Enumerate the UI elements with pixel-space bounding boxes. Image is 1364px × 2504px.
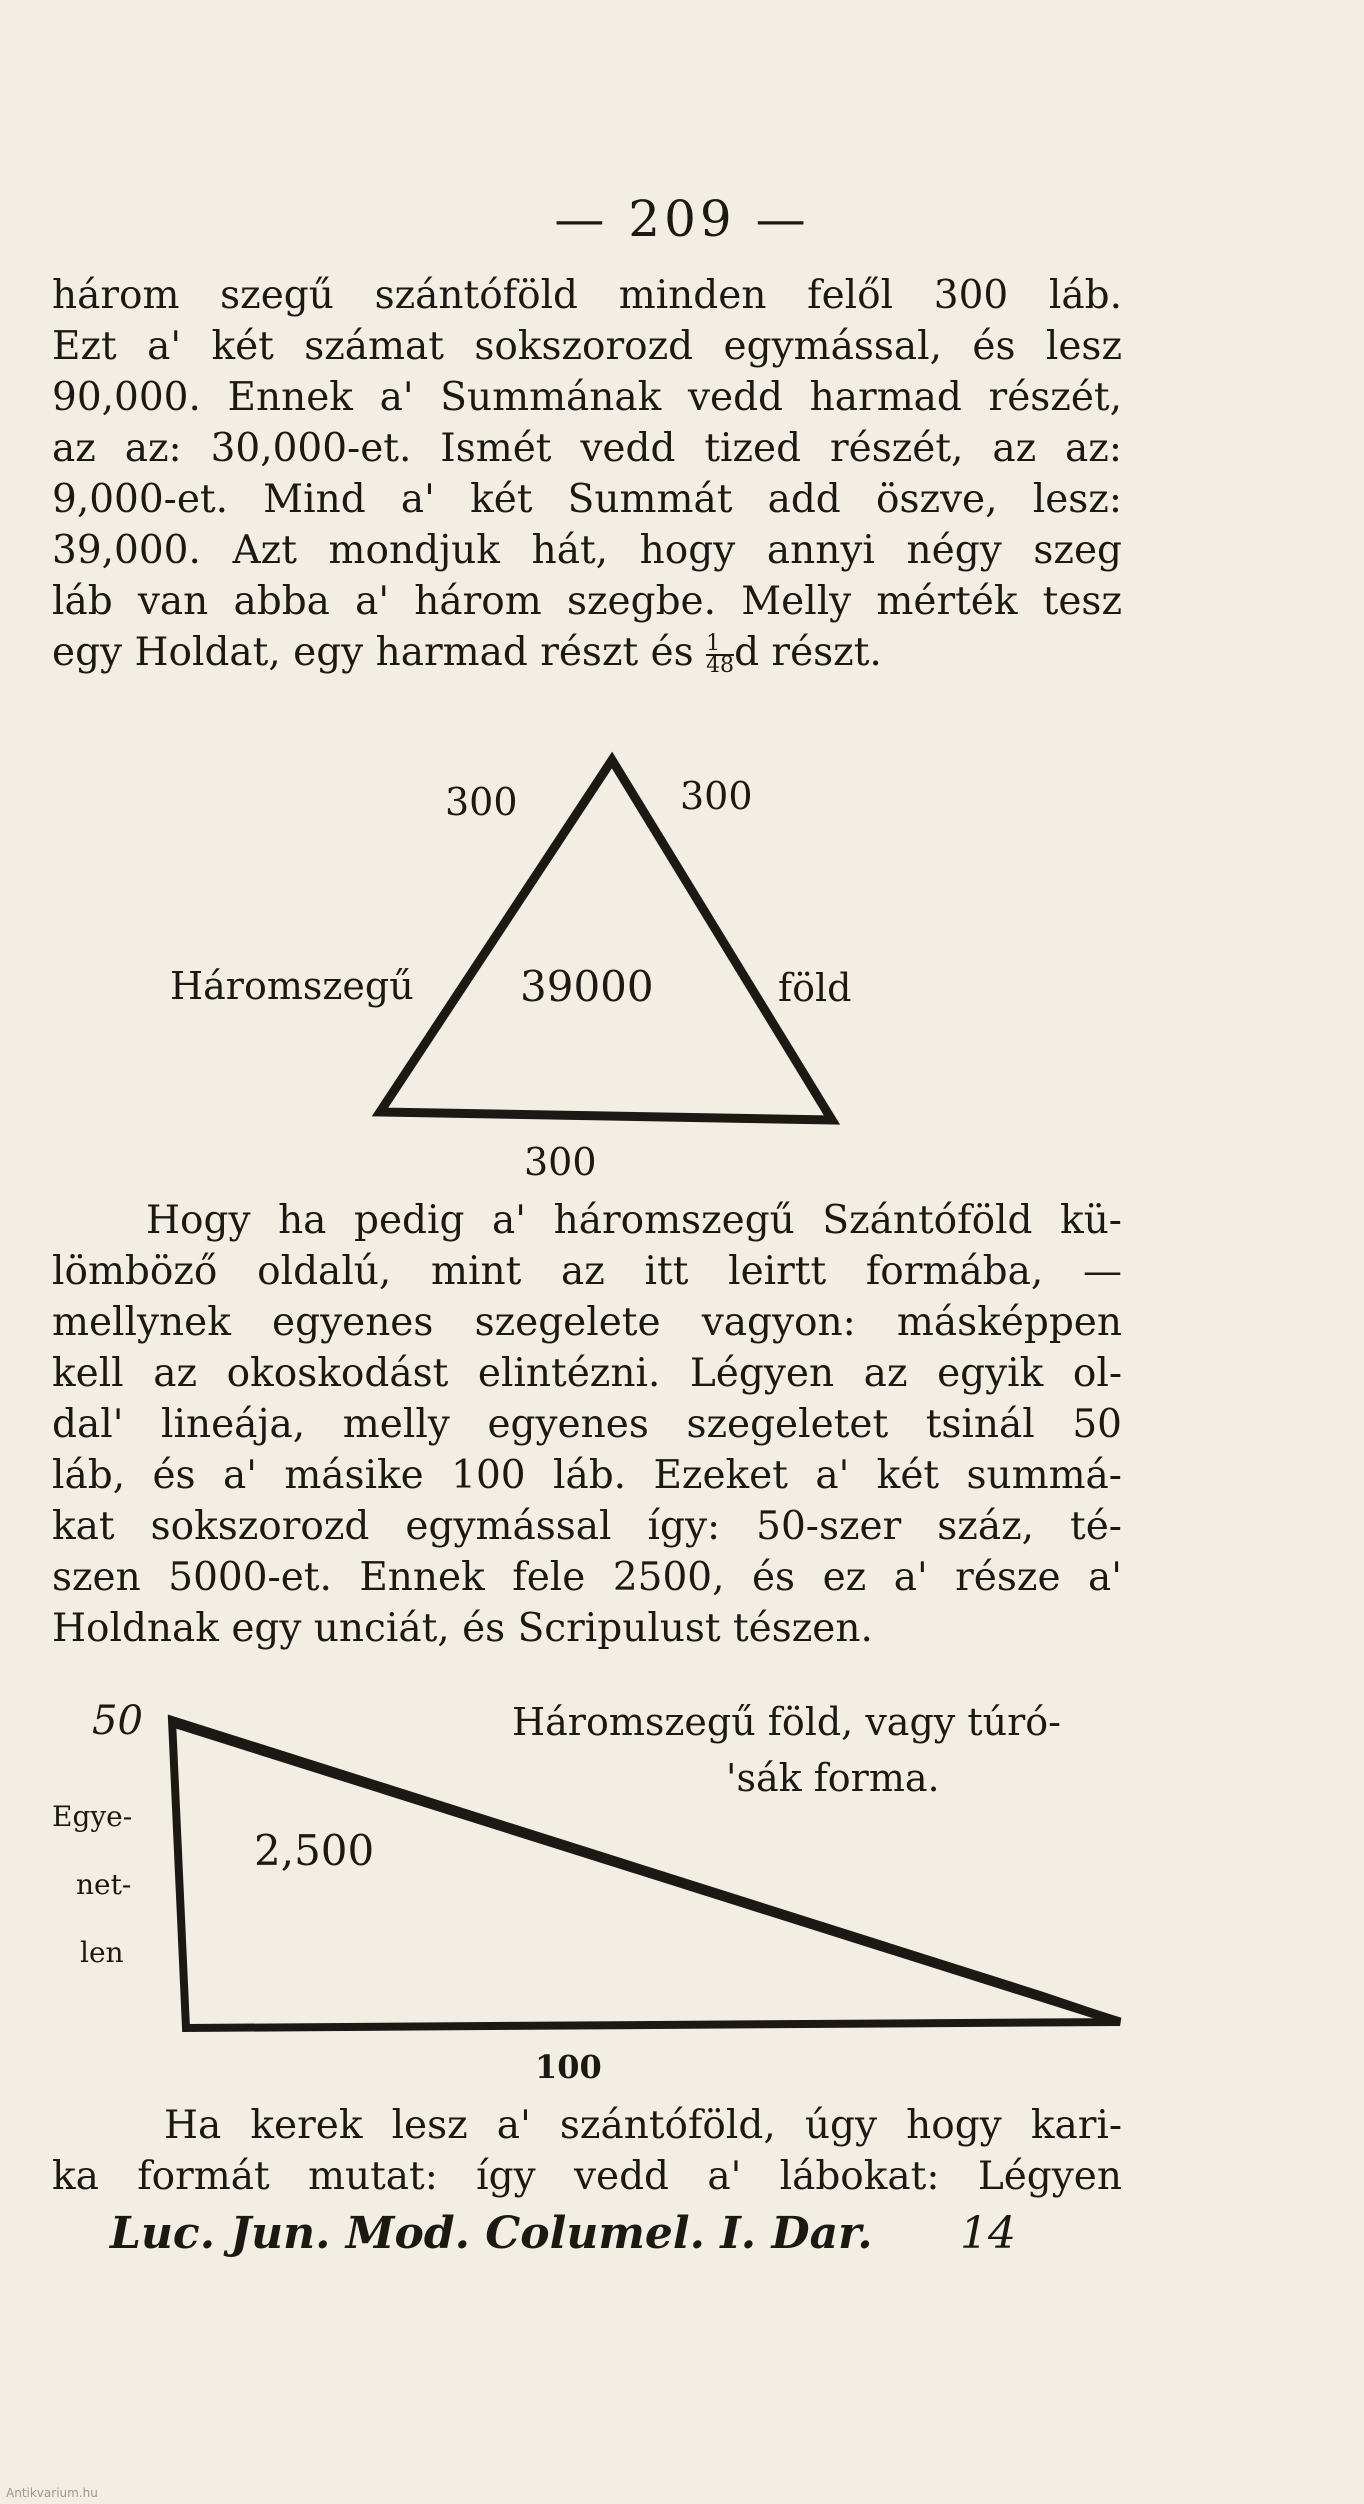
sheet-mark: 14 xyxy=(960,2208,1016,2259)
page-number: — 209 — xyxy=(554,190,810,248)
text-line: Ezt a' két számat sokszorozd egymással, és lesz xyxy=(52,324,1122,369)
fraction-numerator: 1 xyxy=(706,634,734,656)
right-triangle-side-word-1: Egye- xyxy=(52,1800,133,1833)
paragraph-3 xyxy=(52,2100,1122,2202)
text-line: kat sokszorozd egymással így: 50-szer száz, té- xyxy=(52,1504,1122,1549)
text-line: kell az okoskodást elintézni. Légyen az egyik ol- xyxy=(52,1351,1122,1396)
text-line: 90,000. Ennek a' Summának vedd harmad részét, xyxy=(52,375,1122,420)
text-fragment: egy Holdat, egy harmad részt és xyxy=(52,630,694,675)
triangle-label-haromszegu: Háromszegű xyxy=(170,964,414,1008)
right-triangle-base-label: 100 xyxy=(535,2048,602,2086)
text-line: az az: 30,000-et. Ismét vedd tized részét, az az: xyxy=(52,426,1122,471)
right-triangle-side-label: 50 xyxy=(92,1698,143,1744)
right-triangle-title-line-2: 'sák forma. xyxy=(726,1756,940,1800)
triangle-base-label: 300 xyxy=(524,1140,597,1184)
triangle-area-label: 39000 xyxy=(520,962,654,1011)
text-line: láb, és a' másike 100 láb. Ezeket a' két summá- xyxy=(52,1453,1122,1498)
text-line: Ha kerek lesz a' szántóföld, úgy hogy kari- xyxy=(164,2103,1122,2148)
text-line: három szegű szántóföld minden felől 300 láb. xyxy=(52,273,1122,318)
text-fragment: d részt. xyxy=(734,630,882,675)
text-line: 39,000. Azt mondjuk hát, hogy annyi négy szeg xyxy=(52,528,1122,573)
triangle-side-label-left: 300 xyxy=(445,780,518,824)
right-triangle-title-line-1: Háromszegű föld, vagy túró- xyxy=(512,1700,1061,1744)
triangle-side-label-right: 300 xyxy=(680,774,753,818)
text-line: ka formát mutat: így vedd a' lábokat: Légyen xyxy=(52,2154,1122,2199)
text-line: mellynek egyenes szegelete vagyon: másképpen xyxy=(52,1300,1122,1345)
fraction-denominator: 48 xyxy=(706,653,735,678)
text-line: szen 5000-et. Ennek fele 2500, és ez a' része a' xyxy=(52,1555,1122,1600)
text-line: lömböző oldalú, mint az itt leirtt formába, — xyxy=(52,1249,1122,1294)
right-triangle-side-word-3: len xyxy=(80,1936,124,1969)
right-triangle-side-word-2: net- xyxy=(76,1868,132,1901)
printer-signature: Luc. Jun. Mod. Columel. I. Dar. xyxy=(110,2208,873,2259)
right-triangle-area-label: 2,500 xyxy=(254,1826,375,1875)
text-line: Holdnak egy unciát, és Scripulust tészen. xyxy=(52,1606,873,1651)
text-line: Hogy ha pedig a' háromszegű Szántóföld kü- xyxy=(146,1198,1122,1243)
text-line: 9,000-et. Mind a' két Summát add öszve, lesz: xyxy=(52,477,1122,522)
text-line: láb van abba a' három szegbe. Melly mérték tesz xyxy=(52,579,1122,624)
triangle-label-fold: föld xyxy=(778,966,852,1010)
text-line: dal' lineája, melly egyenes szegeletet tsinál 50 xyxy=(52,1402,1122,1447)
watermark: Antikvarium.hu xyxy=(6,2486,98,2500)
paragraph-2 xyxy=(52,1195,1122,1654)
